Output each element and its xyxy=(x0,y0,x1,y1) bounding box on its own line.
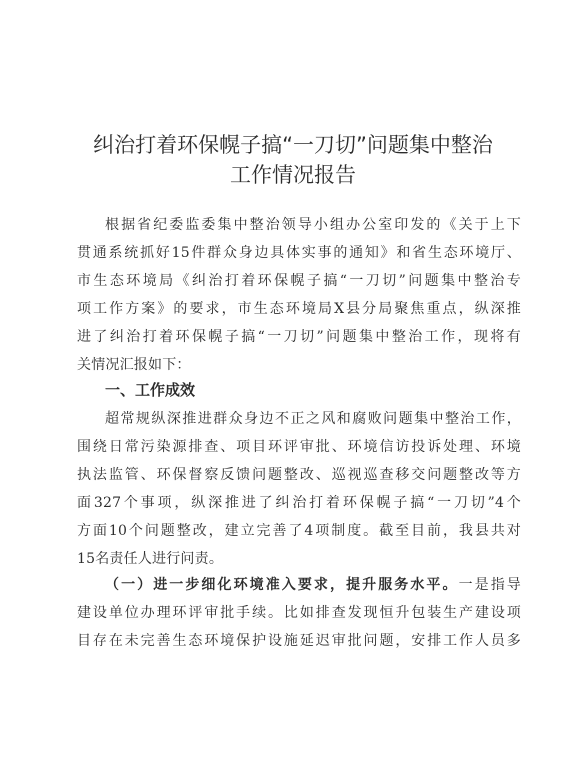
subsection-line: 目存在未完善生态环境保护设施延迟审批问题，安排工作人员多 xyxy=(77,633,521,649)
intro-line: 项工作方案》的要求，市生态环境局X县分局聚焦重点，纵深推 xyxy=(77,301,521,317)
achievements-line: 面327个事项，纵深推进了纠治打着环保幌子搞“一刀切”4个 xyxy=(77,495,521,511)
achievements-line: 超常规纵深推进群众身边不正之风和腐败问题集中整治工作， xyxy=(105,411,521,427)
subsection-first-line xyxy=(105,573,521,597)
section-heading-achievements: 一、工作成效 xyxy=(105,381,196,399)
intro-line: 关情况汇报如下： xyxy=(77,357,191,373)
achievements-line: 方面10个问题整改，建立完善了4项制度。截至目前，我县共对 xyxy=(77,523,521,539)
intro-line: 市生态环境局《纠治打着环保幌子搞“一刀切”问题集中整治专 xyxy=(77,273,521,289)
subsection-line: 建设单位办理环评审批手续。比如排查发现恒升包装生产建设项 xyxy=(77,605,521,621)
report-title-line-2: 工作情况报告 xyxy=(230,163,356,187)
achievements-line: 执法监管、环保督察反馈问题整改、巡视巡查移交问题整改等方 xyxy=(77,467,521,483)
achievements-line: 围绕日常污染源排查、项目环评审批、环境信访投诉处理、环境 xyxy=(77,439,521,455)
subsection-first-line-rest: 一是指导 xyxy=(458,577,521,593)
intro-line: 根据省纪委监委集中整治领导小组办公室印发的《关于上下 xyxy=(105,217,521,233)
intro-line: 贯通系统抓好15件群众身边具体实事的通知》和省生态环境厅、 xyxy=(77,245,521,261)
report-title-line-1: 纠治打着环保幌子搞“一刀切”问题集中整治 xyxy=(93,133,493,157)
achievements-line: 15名责任人进行问责。 xyxy=(77,551,224,567)
intro-line: 进了纠治打着环保幌子搞“一刀切”问题集中整治工作，现将有 xyxy=(77,329,521,345)
subsection-heading: （一）进一步细化环境准入要求，提升服务水平。 xyxy=(105,577,459,593)
